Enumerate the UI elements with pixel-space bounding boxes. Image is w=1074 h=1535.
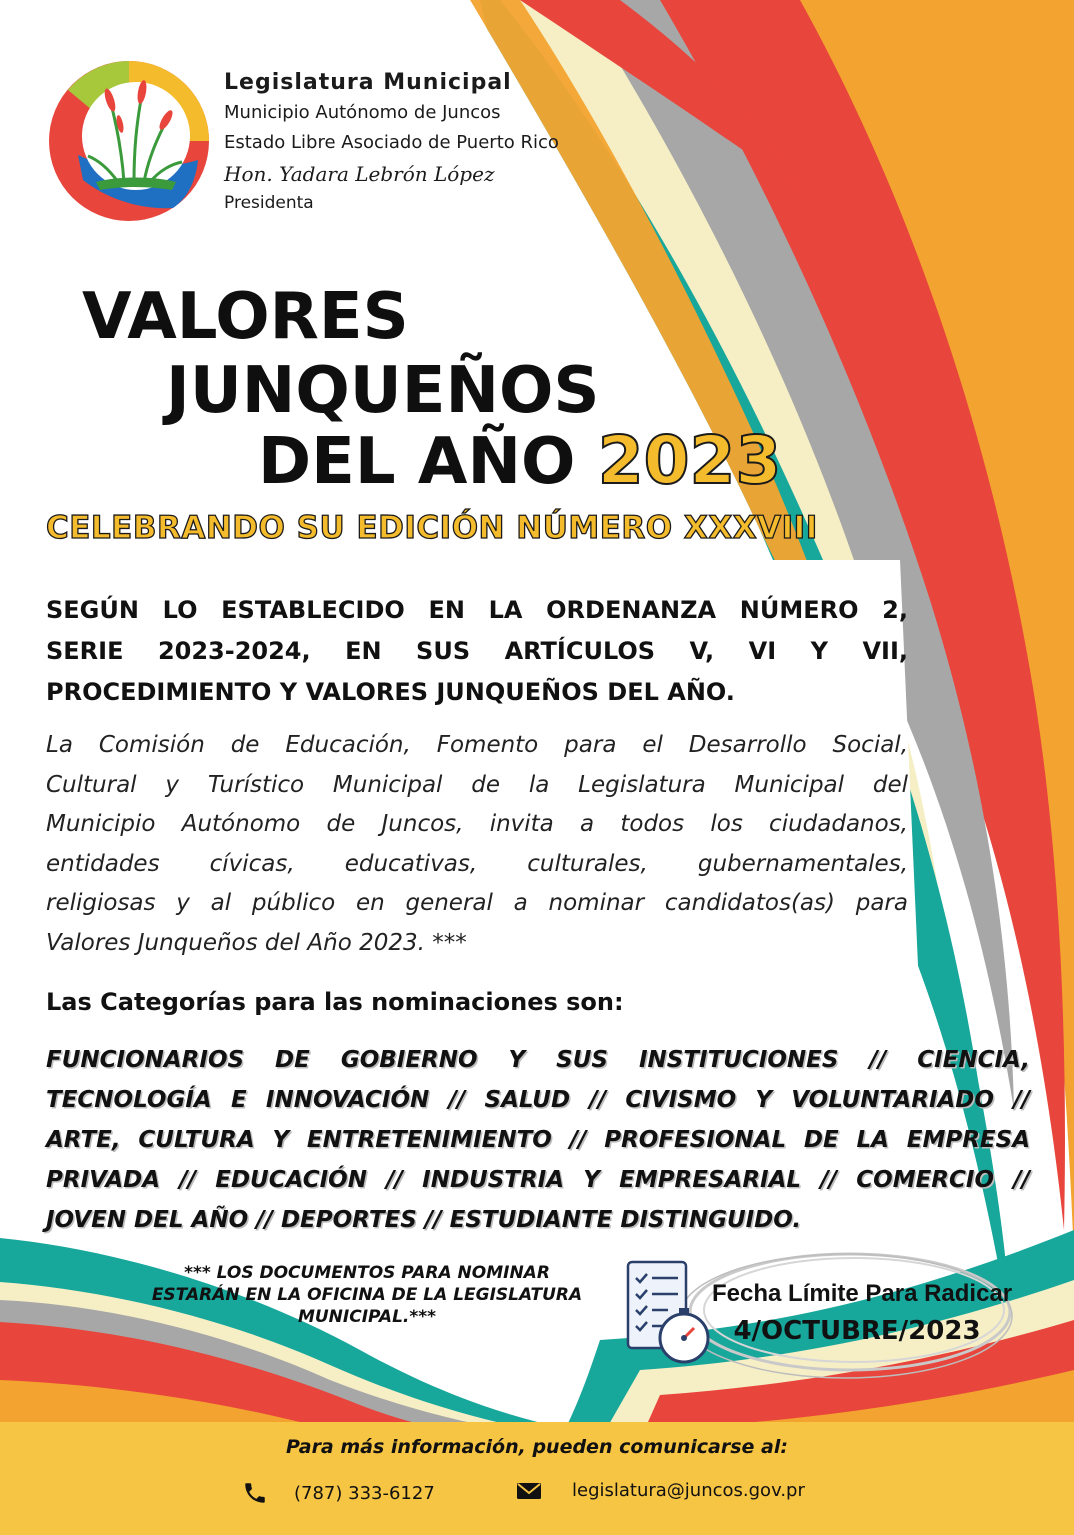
invitation-line: Valores Junqueños del Año 2023. ***: [46, 929, 467, 956]
title-line-2: JUNQUEÑOS: [166, 354, 600, 428]
juncos-logo: [48, 60, 210, 222]
title-line-1: VALORES: [82, 280, 409, 354]
categories-list: [46, 1040, 1030, 1240]
contact-phone[interactable]: [242, 1480, 435, 1506]
invitation-line: Cultural y Turístico Municipal de la Legislatura Municipal del: [46, 771, 908, 798]
title-line-3: [258, 422, 782, 499]
documents-note: [136, 1262, 598, 1328]
documents-note-line: MUNICIPAL.***: [297, 1307, 437, 1327]
documents-note-line: ESTARÁN EN LA OFICINA DE LA LEGISLATURA: [151, 1285, 583, 1305]
email-icon: [516, 1481, 542, 1501]
category-line: TECNOLOGÍA E INNOVACIÓN // SALUD // CIVISMO Y VOLUNTARIADO //: [46, 1087, 1030, 1113]
invitation-paragraph: [46, 726, 908, 963]
ordinance-line: SEGÚN LO ESTABLECIDO EN LA ORDENANZA NÚMERO 2,: [46, 596, 908, 624]
email-address[interactable]: legislatura@juncos.gov.pr: [572, 1480, 805, 1501]
category-line: JOVEN DEL AÑO // DEPORTES // ESTUDIANTE DISTINGUIDO.: [46, 1207, 802, 1233]
category-line: FUNCIONARIOS DE GOBIERNO Y SUS INSTITUCIONES // CIENCIA,: [46, 1047, 1030, 1073]
invitation-line: religiosas y al público en general a nominar candidatos(as) para: [46, 890, 908, 916]
footer-info-text: Para más información, pueden comunicarse al:: [286, 1436, 788, 1458]
documents-note-line: *** LOS DOCUMENTOS PARA NOMINAR: [184, 1263, 550, 1283]
org-title: Legislatura Municipal: [224, 70, 512, 95]
contact-email[interactable]: [516, 1480, 805, 1501]
ordinance-line: PROCEDIMIENTO Y VALORES JUNQUEÑOS DEL AÑO.: [46, 678, 735, 706]
invitation-line: entidades cívicas, educativas, culturales, gubernamentales,: [46, 850, 908, 877]
invitation-line: Municipio Autónomo de Juncos, invita a todos los ciudadanos,: [46, 811, 908, 837]
title-line-3-text: DEL AÑO: [258, 425, 576, 499]
ordinance-paragraph: [46, 590, 908, 713]
deadline-badge: [620, 1232, 1020, 1392]
phone-number[interactable]: (787) 333-6127: [294, 1482, 435, 1504]
checklist-timer-icon: [624, 1260, 714, 1370]
title-year: 2023: [597, 422, 782, 499]
state-name: Estado Libre Asociado de Puerto Rico: [224, 132, 559, 153]
phone-icon: [242, 1480, 268, 1506]
footer-bar: [0, 1422, 1074, 1535]
header-block: [48, 60, 668, 240]
category-line: ARTE, CULTURA Y ENTRETENIMIENTO // PROFESIONAL DE LA EMPRESA: [46, 1127, 1030, 1153]
president-signature: Hon. Yadara Lebrón López: [224, 162, 495, 186]
category-line: PRIVADA // EDUCACIÓN // INDUSTRIA Y EMPRESARIAL // COMERCIO //: [46, 1167, 1030, 1193]
deadline-date: 4/OCTUBRE/2023: [733, 1316, 981, 1346]
header-text: [224, 68, 559, 216]
edition-subtitle: CELEBRANDO SU EDICIÓN NÚMERO XXXVIII: [46, 510, 818, 546]
categories-heading: Las Categorías para las nominaciones son:: [46, 988, 624, 1016]
president-role: Presidenta: [224, 193, 314, 213]
municipality-name: Municipio Autónomo de Juncos: [224, 102, 501, 123]
deadline-label: Fecha Límite Para Radicar: [712, 1280, 1013, 1307]
invitation-line: La Comisión de Educación, Fomento para el Desarrollo Social,: [46, 732, 908, 758]
ordinance-line: SERIE 2023-2024, EN SUS ARTÍCULOS V, VI Y VII,: [46, 637, 908, 665]
